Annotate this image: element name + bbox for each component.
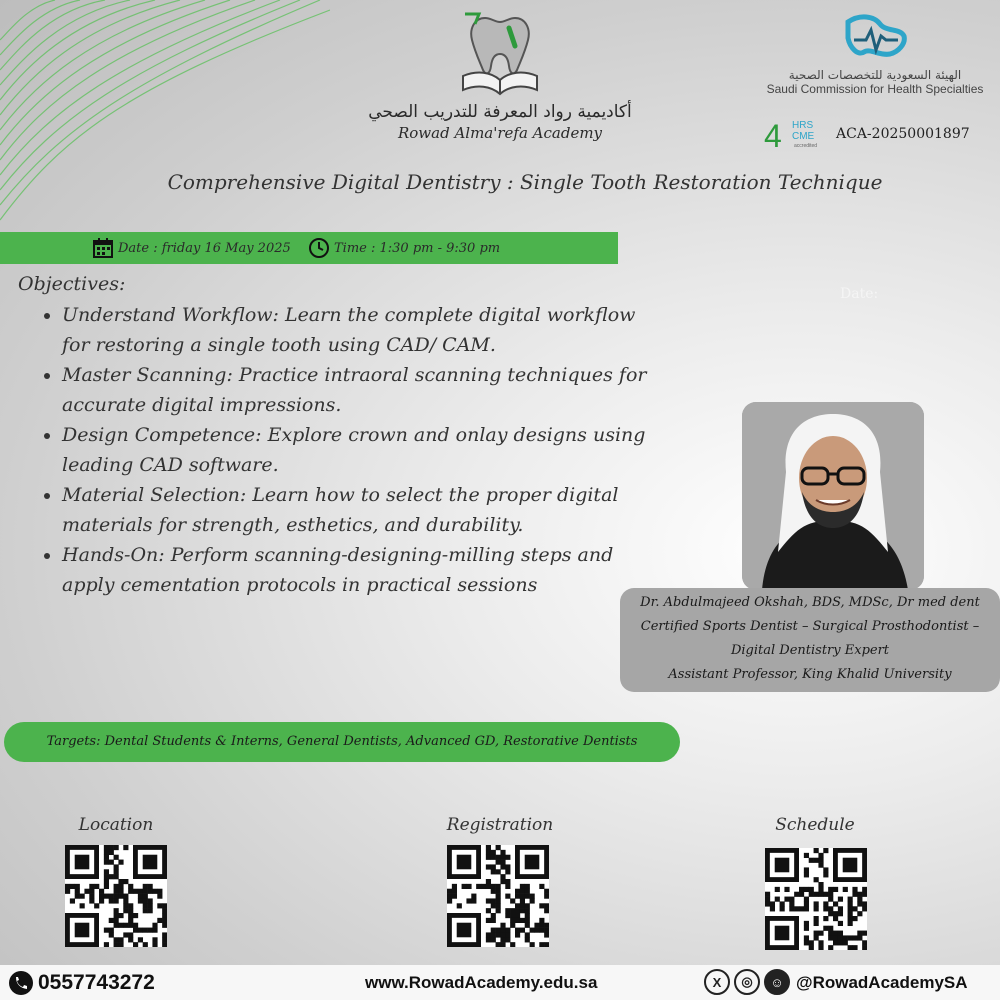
qr-code-image (65, 845, 167, 947)
objective-item: • Master Scanning: Practice intraoral scanning techniques for accurate digital impressions. (62, 360, 652, 420)
time-text: Time : 1:30 pm - 9:30 pm (334, 240, 501, 256)
calendar-icon (92, 237, 114, 259)
academy-logo-block (350, 10, 650, 142)
scfhs-logo-block (760, 12, 990, 96)
speaker-specialty: Certified Sports Dentist – Surgical Prosthodontist – (640, 619, 980, 634)
qr-label-registration: Registration (446, 815, 554, 835)
x-icon[interactable]: X (704, 969, 730, 995)
objective-item: • Hands-On: Perform scanning-designing-milling steps and apply cementation protocols in practical sessions (62, 540, 652, 600)
date-time-bar (0, 232, 618, 264)
cme-accredited-label: accredited (794, 143, 818, 149)
qr-code-image (447, 845, 549, 947)
qr-code-image (765, 848, 867, 950)
cme-hrs-label: HRS (792, 120, 814, 131)
accreditation-code: ACA-20250001897 (836, 126, 970, 142)
commission-name-arabic: الهيئة السعودية للتخصصات الصحية (788, 68, 962, 82)
date-text: Date : friday 16 May 2025 (118, 240, 291, 256)
green-wave-decoration (0, 0, 330, 230)
speaker-portrait-image (742, 402, 924, 590)
location-qr-code[interactable] (65, 845, 167, 947)
speaker-info-card (620, 588, 1000, 692)
speaker-position: Assistant Professor, King Khalid University (668, 667, 952, 682)
social-handle[interactable]: @RowadAcademySA (796, 973, 968, 992)
scfhs-logo-icon (840, 12, 910, 64)
cme-label: CME (792, 131, 815, 142)
registration-qr-code[interactable] (447, 845, 549, 947)
objectives-title: Objectives: (18, 273, 126, 295)
instagram-icon[interactable]: ◎ (734, 969, 760, 995)
website-link[interactable]: www.RowadAcademy.edu.sa (365, 973, 598, 992)
schedule-qr-code[interactable] (765, 848, 867, 950)
phone-icon (8, 970, 34, 996)
objective-item: • Material Selection: Learn how to select the proper digital materials for strength, esthetics, and durability. (62, 480, 652, 540)
phone-number[interactable]: 0557743272 (38, 971, 155, 994)
cme-hours: 4 (764, 118, 782, 154)
clock-icon (308, 237, 330, 259)
social-icons (704, 969, 790, 995)
objectives-list (22, 300, 652, 600)
objective-item: • Design Competence: Explore crown and onlay designs using leading CAD software. (62, 420, 652, 480)
targets-banner: Targets: Dental Students & Interns, General Dentists, Advanced GD, Restorative Dentists (4, 722, 680, 762)
objective-item: • Understand Workflow: Learn the complete digital workflow for restoring a single tooth using CAD/ CAM. (62, 300, 652, 360)
date-watermark: Date: (840, 286, 879, 302)
qr-label-schedule: Schedule (775, 815, 855, 835)
speaker-name: Dr. Abdulmajeed Okshah, BDS, MDSc, Dr med dent (640, 595, 980, 610)
cme-accreditation-row (760, 118, 990, 158)
tooth-book-logo-icon (455, 10, 545, 96)
time-item (308, 237, 500, 259)
commission-name-english: Saudi Commission for Health Specialties (766, 82, 984, 96)
qr-label-location: Location (78, 815, 154, 835)
academy-name-arabic: أكاديمية رواد المعرفة للتدريب الصحي (368, 102, 632, 122)
academy-name-english: Rowad Alma'refa Academy (397, 124, 603, 142)
snapchat-icon[interactable]: ☺ (764, 969, 790, 995)
footer-bar (0, 965, 1000, 1000)
course-title: Comprehensive Digital Dentistry : Single Tooth Restoration Technique (167, 170, 883, 194)
date-item (92, 237, 291, 259)
speaker-photo (742, 402, 924, 590)
speaker-expertise: Digital Dentistry Expert (730, 643, 890, 658)
